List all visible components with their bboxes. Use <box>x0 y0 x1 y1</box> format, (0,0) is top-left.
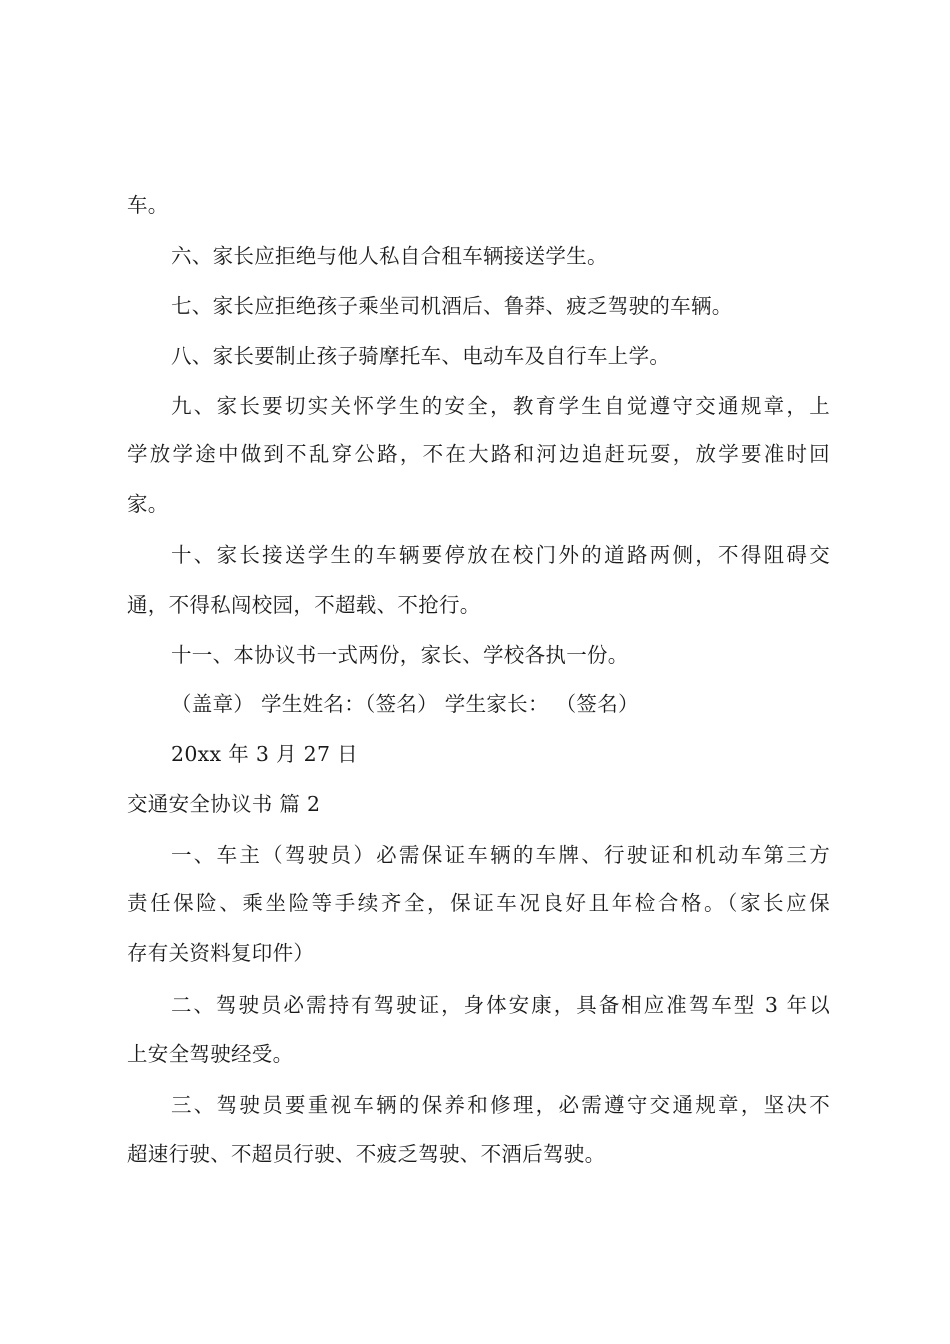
text-line: 一、车主（驾驶员）必需保证车辆的车牌、行驶证和机动车第三方 <box>171 843 830 867</box>
section-heading: 交通安全协议书 篇 2 <box>127 792 321 816</box>
text-line: 三、驾驶员要重视车辆的保养和修理，必需遵守交通规章，坚决不 <box>171 1093 830 1117</box>
text-line: 十一、本协议书一式两份，家长、学校各执一份。 <box>171 643 629 667</box>
text-line: 十、家长接送学生的车辆要停放在校门外的道路两侧，不得阻碍交 <box>171 543 830 567</box>
text-line: 通，不得私闯校园，不超载、不抢行。 <box>127 593 481 617</box>
signature-line: （盖章） 学生姓名：（签名） 学生家长： （签名） <box>171 692 639 716</box>
text-line: 九、家长要切实关怀学生的安全，教育学生自觉遵守交通规章，上 <box>171 394 830 418</box>
text-line: 存有关资料复印件） <box>127 941 315 965</box>
text-line: 二、驾驶员必需持有驾驶证，身体安康，具备相应准驾车型 3 年以 <box>171 993 830 1017</box>
text-line: 七、家长应拒绝孩子乘坐司机酒后、鲁莽、疲乏驾驶的车辆。 <box>171 294 733 318</box>
text-line: 超速行驶、不超员行驶、不疲乏驾驶、不酒后驾驶。 <box>127 1142 606 1166</box>
date-line: 20xx 年 3 月 27 日 <box>171 742 358 766</box>
text-line: 车。 <box>127 193 169 217</box>
text-line: 八、家长要制止孩子骑摩托车、电动车及自行车上学。 <box>171 344 671 368</box>
text-line: 责任保险、乘坐险等手续齐全，保证车况良好且年检合格。（家长应保 <box>127 891 830 915</box>
text-line: 六、家长应拒绝与他人私自合租车辆接送学生。 <box>171 244 608 268</box>
text-line: 上安全驾驶经受。 <box>127 1042 294 1066</box>
text-line: 学放学途中做到不乱穿公路，不在大路和河边追赶玩耍，放学要准时回 <box>127 442 830 466</box>
text-line: 家。 <box>127 492 169 516</box>
